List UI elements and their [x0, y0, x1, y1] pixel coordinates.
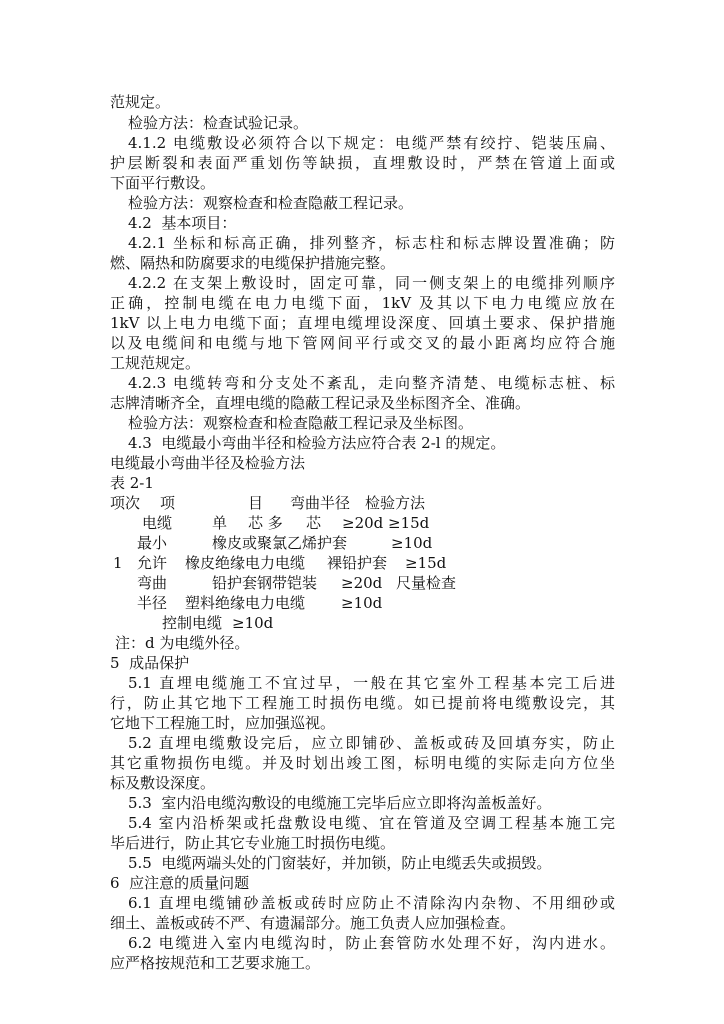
section-heading: 5 成品保护: [110, 654, 190, 672]
table-cell: 项次: [110, 494, 141, 512]
table-cell: ≥15d: [405, 554, 447, 572]
table-cell: 塑料绝缘电力电缆: [185, 594, 306, 612]
text-line: 燃、隔热和防腐要求的电缆保护措施完整。: [110, 254, 396, 272]
text-line: 正确，控制电缆在电力电缆下面，1kV 及其以下电力电缆应放在: [110, 294, 615, 312]
table-note: 注：d 为电缆外径。: [115, 634, 250, 652]
table-cell: ≥10d: [232, 614, 274, 632]
text-line: 5.5 电缆两端头处的门窗装好，并加锁，防止电缆丢失或损毁。: [128, 854, 552, 872]
table-cell: 允许: [137, 554, 168, 572]
table-cell: 橡皮或聚氯乙烯护套: [212, 534, 348, 552]
table-cell: 芯: [306, 514, 322, 532]
table-title: 电缆最小弯曲半径及检验方法: [110, 454, 306, 472]
text-line: 下面平行敷设。: [110, 174, 216, 192]
table-cell: 半径: [137, 594, 168, 612]
table-cell: ≥20d ≥15d: [342, 514, 430, 532]
table-number: 表 2-1: [110, 474, 154, 492]
table-cell: 裸铅护套: [327, 554, 388, 572]
text-line: 它地下工程施工时，应加强巡视。: [110, 714, 336, 732]
text-line: 检验方法：检查试验记录。: [128, 114, 309, 132]
text-line: 其它重物损伤电缆。并及时划出竣工图，标明电缆的实际走向方位坐: [110, 754, 615, 772]
text-line: 志牌清晰齐全，直埋电缆的隐蔽工程记录及坐标图齐全、准确。: [110, 394, 531, 412]
text-line: 5.3 室内沿电缆沟敷设的电缆施工完毕后应立即将沟盖板盖好。: [128, 794, 552, 812]
table-cell: 目: [248, 494, 264, 512]
text-line: 检验方法：观察检查和检查隐蔽工程记录。: [128, 194, 414, 212]
table-cell: 弯曲半径: [290, 494, 351, 512]
text-line: 细土、盖板或砖不严、有遗漏部分。施工负责人应加强检查。: [110, 914, 516, 932]
section-heading: 4.2 基本项目：: [128, 214, 237, 232]
text-line: 4.2.1 坐标和标高正确，排列整齐，标志柱和标志牌设置准确；防: [128, 234, 615, 252]
table-cell: 最小: [137, 534, 168, 552]
text-line: 以及电缆间和电缆与地下管网间平行或交叉的最小距离均应符合施: [110, 334, 615, 352]
table-cell: 电缆: [142, 514, 173, 532]
text-line: 4.2.2 在支架上敷设时，固定可靠，同一侧支架上的电缆排列顺序: [128, 274, 615, 292]
table-cell: 尺量检查: [396, 574, 457, 592]
table-cell: ≥10d: [391, 534, 433, 552]
section-heading: 6 应注意的质量问题: [110, 874, 250, 892]
text-line: 护层断裂和表面严重划伤等缺损，直埋敷设时，严禁在管道上面或: [110, 154, 615, 172]
text-line: 范规定。: [110, 93, 171, 111]
text-line: 1kV 以上电力电缆下面；直埋电缆埋设深度、回填土要求、保护措施: [110, 314, 615, 332]
text-line: 工规范规定。: [110, 354, 201, 372]
text-line: 4.1.2 电缆敷设必须符合以下规定：电缆严禁有绞拧、铠装压扁、: [128, 134, 615, 152]
text-line: 4.3 电缆最小弯曲半径和检验方法应符合表 2-l 的规定。: [128, 434, 506, 452]
table-cell: 控制电缆: [162, 614, 223, 632]
text-line: 4.2.3 电缆转弯和分支处不紊乱，走向整齐清楚、电缆标志桩、标: [128, 374, 615, 392]
text-line: 应严格按规范和工艺要求施工。: [110, 954, 321, 972]
table-cell: ≥10d: [341, 594, 383, 612]
table-cell: 检验方法: [365, 494, 426, 512]
table-cell: 弯曲: [137, 574, 168, 592]
table-cell: 1: [113, 554, 123, 572]
text-line: 标及敷设深度。: [110, 774, 216, 792]
table-cell: ≥20d: [341, 574, 383, 592]
table-cell: 铅护套钢带铠装: [212, 574, 318, 592]
text-line: 6.2 电缆进入室内电缆沟时，防止套管防水处理不好，沟内进水。: [128, 934, 615, 952]
text-line: 行，防止其它地下工程施工时损伤电缆。如已提前将电缆敷设完，其: [110, 694, 615, 712]
text-line: 5.1 直埋电缆施工不宜过早，一般在其它室外工程基本完工后进: [128, 674, 615, 692]
text-line: 5.2 直埋电缆敷设完后，应立即铺砂、盖板或砖及回填夯实，防止: [128, 734, 615, 752]
table-cell: 芯 多: [248, 514, 283, 532]
text-line: 5.4 室内沿桥架或托盘敷设电缆、宜在管道及空调工程基本施工完: [128, 814, 615, 832]
table-cell: 单: [212, 514, 228, 532]
table-cell: 项: [160, 494, 176, 512]
text-line: 6.1 直埋电缆铺砂盖板或砖时应防止不清除沟内杂物、不用细砂或: [128, 894, 615, 912]
text-line: 毕后进行，防止其它专业施工时损伤电缆。: [110, 834, 396, 852]
table-cell: 橡皮绝缘电力电缆: [185, 554, 306, 572]
text-line: 检验方法：观察检查和检查隐蔽工程记录及坐标图。: [128, 414, 474, 432]
